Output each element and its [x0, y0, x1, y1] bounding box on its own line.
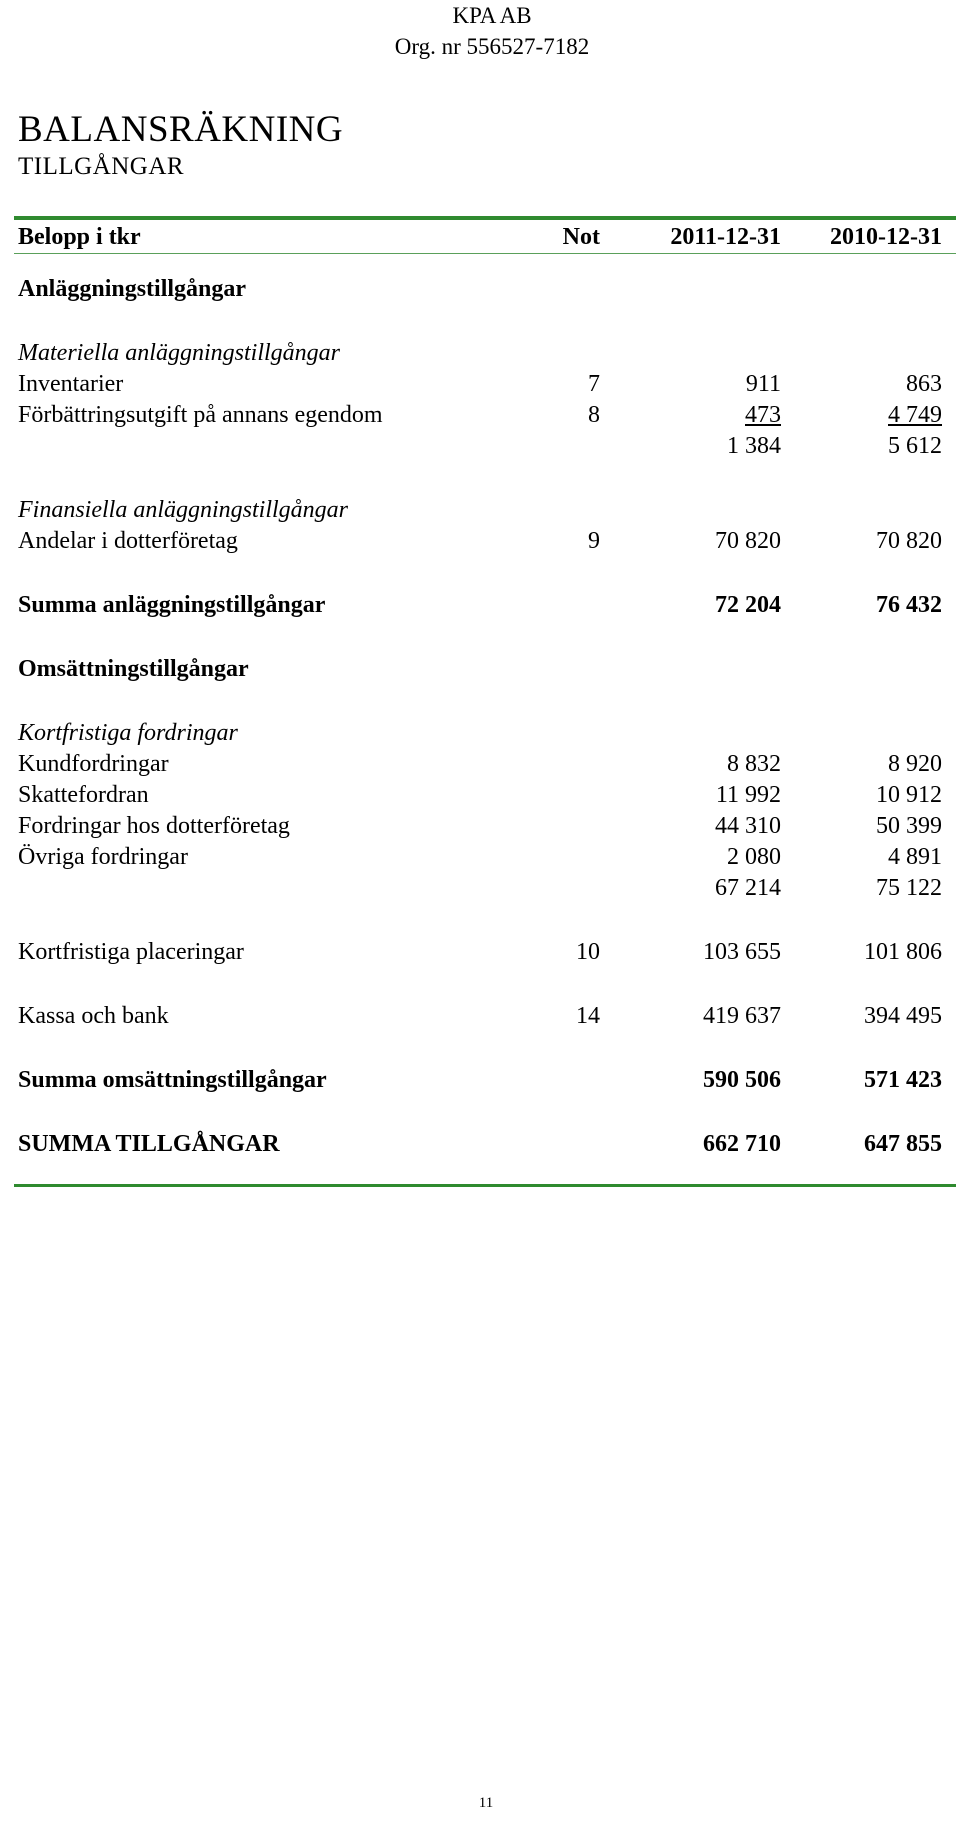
- row-year1-value: 11 992: [715, 782, 781, 808]
- table-row: [18, 842, 948, 873]
- total-rule-bottom: [14, 1184, 956, 1187]
- page-number: 11: [478, 1795, 494, 1811]
- company-name: KPA AB: [452, 3, 532, 28]
- column-year2-header: 2010-12-31: [830, 224, 942, 250]
- row-year1-value: 419 637: [703, 1003, 781, 1029]
- table-row: [18, 526, 948, 557]
- row-label: Fordringar hos dotterföretag: [18, 813, 290, 839]
- anlaggningstillgangar-heading: Anläggningstillgångar: [18, 276, 247, 302]
- table-row: [18, 400, 948, 431]
- row-label: Summa omsättningstillgångar: [18, 1067, 327, 1093]
- page-title: BALANSRÄKNING: [18, 109, 344, 150]
- section-heading: [18, 654, 948, 685]
- row-label: Kassa och bank: [18, 1003, 169, 1029]
- row-note: 9: [588, 528, 600, 554]
- row-label: Förbättringsutgift på annans egendom: [18, 402, 383, 428]
- subtotal-year1-value: 1 384: [727, 433, 781, 459]
- row-year1-value: 911: [745, 371, 781, 397]
- row-year1-value: 8 832: [727, 751, 781, 777]
- row-year1-value: 590 506: [703, 1067, 781, 1093]
- row-year2-value: 4 891: [888, 844, 942, 870]
- table-row: [18, 811, 948, 842]
- section-heading: [18, 274, 948, 305]
- row-year2-value: 647 855: [864, 1131, 942, 1157]
- materiella-heading: Materiella anläggningstillgångar: [18, 340, 340, 366]
- total-row: [18, 1065, 948, 1096]
- subsection-heading: [18, 495, 948, 526]
- row-year2-value: 571 423: [864, 1067, 942, 1093]
- row-year1-value: 70 820: [715, 528, 781, 554]
- row-label: Övriga fordringar: [18, 844, 188, 870]
- row-label: Kundfordringar: [18, 751, 169, 777]
- row-year1-value: 2 080: [727, 844, 781, 870]
- subtotal-year1-value: 67 214: [715, 875, 781, 901]
- table-row: [18, 369, 948, 400]
- table-row: [18, 937, 948, 968]
- total-row: [18, 590, 948, 621]
- row-year1-value: 473: [745, 402, 781, 428]
- subtotal-row: [18, 431, 948, 462]
- title-block: [18, 108, 343, 182]
- org-number: Org. nr 556527-7182: [394, 34, 590, 59]
- omsattningstillgangar-heading: Omsättningstillgångar: [18, 656, 249, 682]
- row-year1-value: 103 655: [703, 939, 781, 965]
- row-year1-value: 662 710: [703, 1131, 781, 1157]
- column-label-header: Belopp i tkr: [18, 224, 141, 250]
- row-year2-value: 101 806: [864, 939, 942, 965]
- subtotal-year2-value: 5 612: [888, 433, 942, 459]
- document-header: [0, 0, 960, 62]
- row-year1-value: 44 310: [715, 813, 781, 839]
- row-label: Skattefordran: [18, 782, 149, 808]
- table-row: [18, 780, 948, 811]
- row-note: 10: [576, 939, 600, 965]
- row-year2-value: 863: [906, 371, 942, 397]
- balance-sheet-table: [18, 220, 948, 1160]
- subtotal-year2-value: 75 122: [876, 875, 942, 901]
- row-note: 7: [588, 371, 600, 397]
- row-year2-value: 10 912: [876, 782, 942, 808]
- row-year1-value: 72 204: [715, 592, 781, 618]
- kortfristiga-heading: Kortfristiga fordringar: [18, 720, 238, 746]
- row-year2-value: 76 432: [876, 592, 942, 618]
- column-note-header: Not: [562, 224, 600, 250]
- row-note: 14: [576, 1003, 600, 1029]
- row-label: Andelar i dotterföretag: [18, 528, 238, 554]
- row-label: Summa anläggningstillgångar: [18, 592, 326, 618]
- row-year2-value: 8 920: [888, 751, 942, 777]
- row-year2-value: 4 749: [888, 402, 942, 428]
- row-year2-value: 50 399: [876, 813, 942, 839]
- table-row: [18, 1001, 948, 1032]
- row-year2-value: 70 820: [876, 528, 942, 554]
- row-note: 8: [588, 402, 600, 428]
- subtotal-row: [18, 873, 948, 904]
- subsection-heading: [18, 718, 948, 749]
- page-subtitle: TILLGÅNGAR: [18, 153, 185, 180]
- row-label: Kortfristiga placeringar: [18, 939, 244, 965]
- table-row: [18, 749, 948, 780]
- column-header-row: [18, 220, 948, 254]
- row-label: Inventarier: [18, 371, 124, 397]
- row-year2-value: 394 495: [864, 1003, 942, 1029]
- subsection-heading: [18, 338, 948, 369]
- finansiella-heading: Finansiella anläggningstillgångar: [18, 497, 349, 523]
- column-year1-header: 2011-12-31: [670, 224, 781, 250]
- row-label: SUMMA TILLGÅNGAR: [18, 1131, 280, 1157]
- grand-total-row: [18, 1129, 948, 1160]
